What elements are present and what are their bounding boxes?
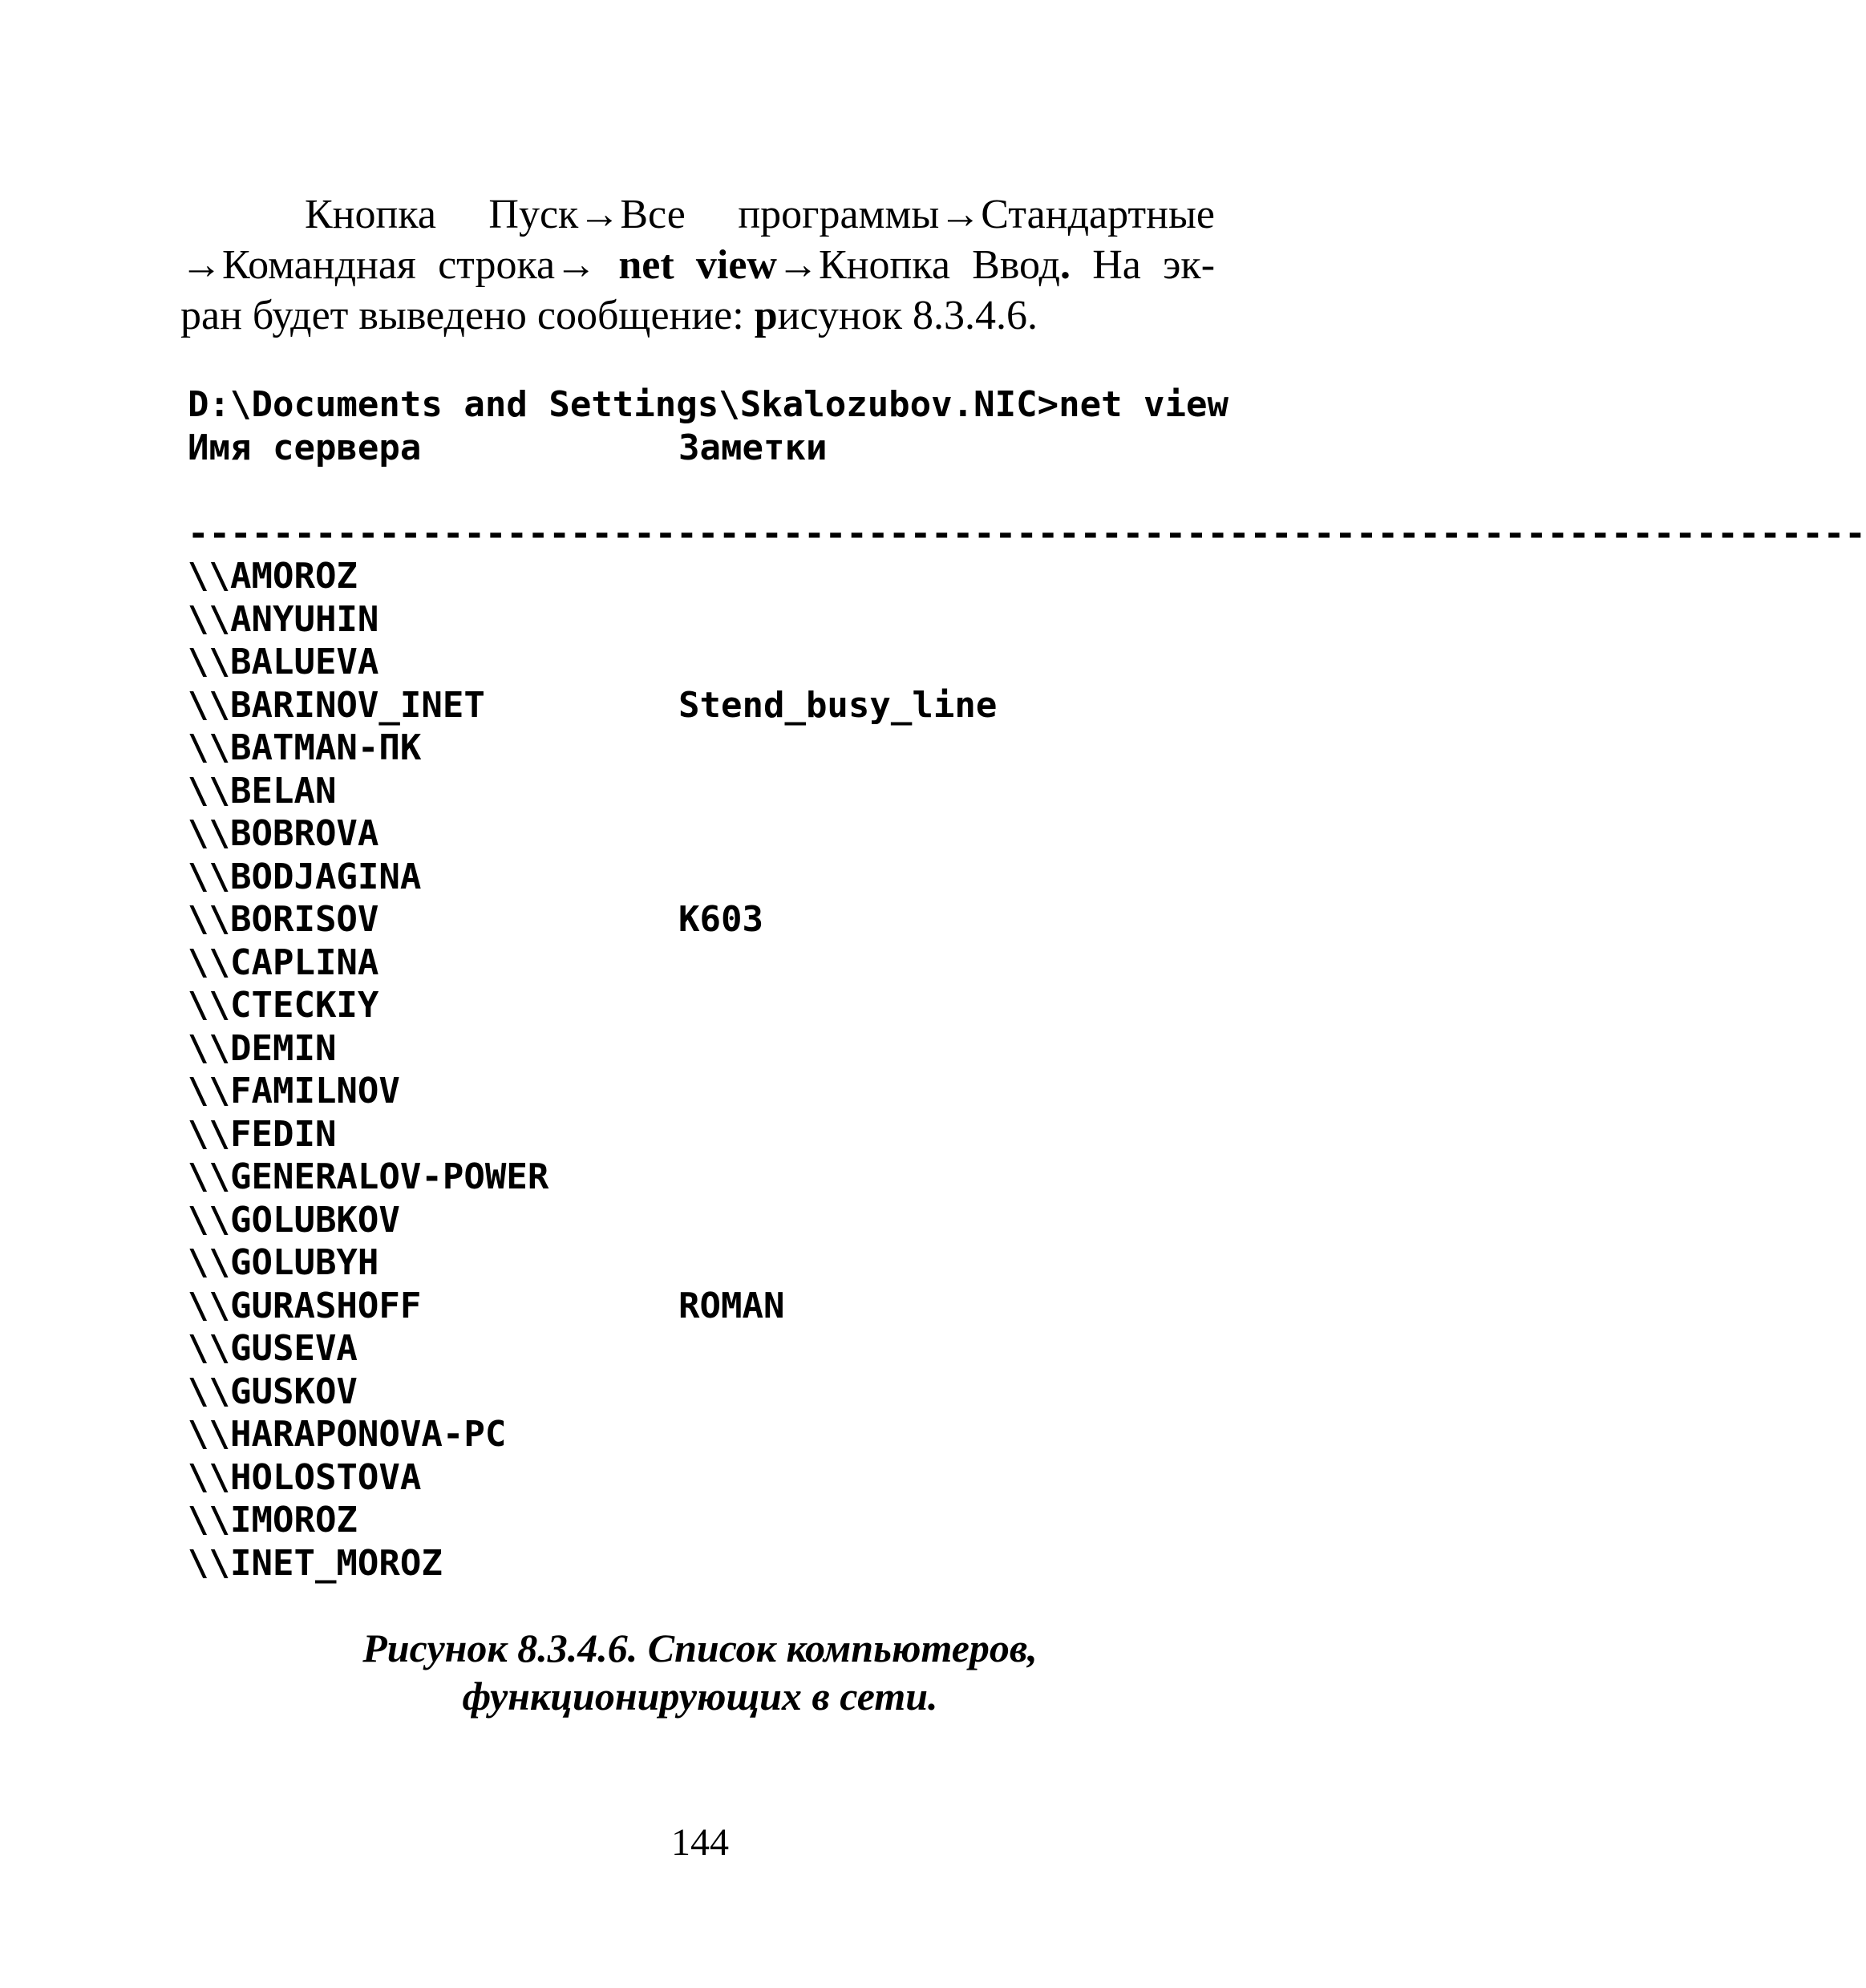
intro-line-3-end: исунок 8.3.4.6.: [777, 293, 1038, 338]
console-output: [188, 383, 1866, 1585]
intro-bold-letter: р: [754, 293, 778, 338]
command-net-view: net view: [618, 242, 777, 288]
server-row: [188, 598, 1270, 642]
server-row: [188, 856, 1270, 899]
server-name: \\CAPLINA: [188, 941, 379, 983]
server-name: \\DEMIN: [188, 1027, 337, 1069]
server-row: [188, 812, 1270, 856]
server-row: [188, 727, 1270, 770]
intro-paragraph: [180, 189, 1215, 341]
server-name: \\BARINOV_INET: [188, 684, 485, 726]
server-row: [188, 1113, 1270, 1156]
console-separator: -------------------------------------------------------------------------------: [188, 512, 1866, 554]
server-row: [188, 941, 1270, 985]
server-name: \\HOLOSTOVA: [188, 1456, 422, 1498]
server-row: [188, 1199, 1270, 1242]
intro-line-2: [180, 240, 1215, 290]
server-row: [188, 1156, 1270, 1199]
console-command-line: D:\Documents and Settings\Skalozubov.NIC>net view: [188, 384, 1229, 425]
server-name: \\FEDIN: [188, 1113, 337, 1155]
server-row: [188, 1499, 1270, 1542]
console-blank-line: [188, 469, 1270, 512]
server-name: \\GOLUBYH: [188, 1242, 379, 1283]
intro-line-1: Кнопка Пуск→Все программы→Стандартные: [305, 192, 1215, 237]
server-name: \\AMOROZ: [188, 556, 358, 597]
intro-line-2-end: На эк-: [1070, 242, 1216, 288]
server-row: [188, 1241, 1270, 1285]
server-row: [188, 684, 1270, 727]
figure-caption-line-1: Рисунок 8.3.4.6. Список компьютеров,: [362, 1626, 1038, 1670]
server-name: \\GUSEVA: [188, 1328, 358, 1369]
server-name: \\ANYUHIN: [188, 598, 379, 640]
intro-line-3-start: ран будет выведено сообщение:: [180, 293, 755, 338]
server-row: [188, 555, 1270, 598]
server-row: [188, 1285, 1270, 1328]
server-name: \\IMOROZ: [188, 1500, 358, 1541]
figure-caption: [0, 1624, 1400, 1720]
server-name: \\GENERALOV-POWER: [188, 1156, 549, 1197]
figure-caption-line-2: функционирующих в сети.: [462, 1674, 938, 1719]
server-row: [188, 1542, 1270, 1585]
server-note: Stend_busy_line: [678, 684, 998, 726]
server-name: \\HARAPONOVA-PC: [188, 1414, 507, 1455]
server-name: \\BODJAGINA: [188, 856, 422, 897]
intro-line-3: [180, 290, 1215, 341]
server-name: \\BALUEVA: [188, 642, 379, 682]
column-header-server: Имя сервера: [188, 427, 422, 468]
server-row: [188, 1327, 1270, 1371]
server-row: [188, 770, 1270, 813]
server-name: \\BELAN: [188, 770, 337, 812]
intro-bold-period: .: [1059, 242, 1071, 288]
intro-line-2-middle: →Кнопка Ввод: [777, 242, 1060, 288]
console-header-row: [188, 427, 1270, 470]
server-row: [188, 641, 1270, 684]
intro-line-2-start: →Командная строка→: [180, 242, 619, 288]
server-name: \\BOBROVA: [188, 813, 379, 854]
page-number: 144: [671, 1821, 729, 1864]
server-row: [188, 898, 1270, 941]
server-name: \\GURASHOFF: [188, 1285, 422, 1326]
server-row: [188, 984, 1270, 1027]
server-list: [188, 555, 1270, 1585]
server-row: [188, 1027, 1270, 1071]
server-name: \\GUSKOV: [188, 1371, 358, 1412]
server-row: [188, 1070, 1270, 1113]
server-row: [188, 1371, 1270, 1414]
server-name: \\CTECKIY: [188, 985, 379, 1026]
server-name: \\BORISOV: [188, 899, 379, 940]
server-name: \\FAMILNOV: [188, 1071, 400, 1111]
server-note: K603: [678, 899, 763, 940]
server-note: ROMAN: [678, 1285, 785, 1326]
server-name: \\BATMAN-ПК: [188, 727, 422, 768]
server-row: [188, 1413, 1270, 1456]
server-row: [188, 1456, 1270, 1500]
column-header-notes: Заметки: [678, 427, 828, 468]
server-name: \\INET_MOROZ: [188, 1542, 443, 1584]
server-name: \\GOLUBKOV: [188, 1199, 400, 1241]
